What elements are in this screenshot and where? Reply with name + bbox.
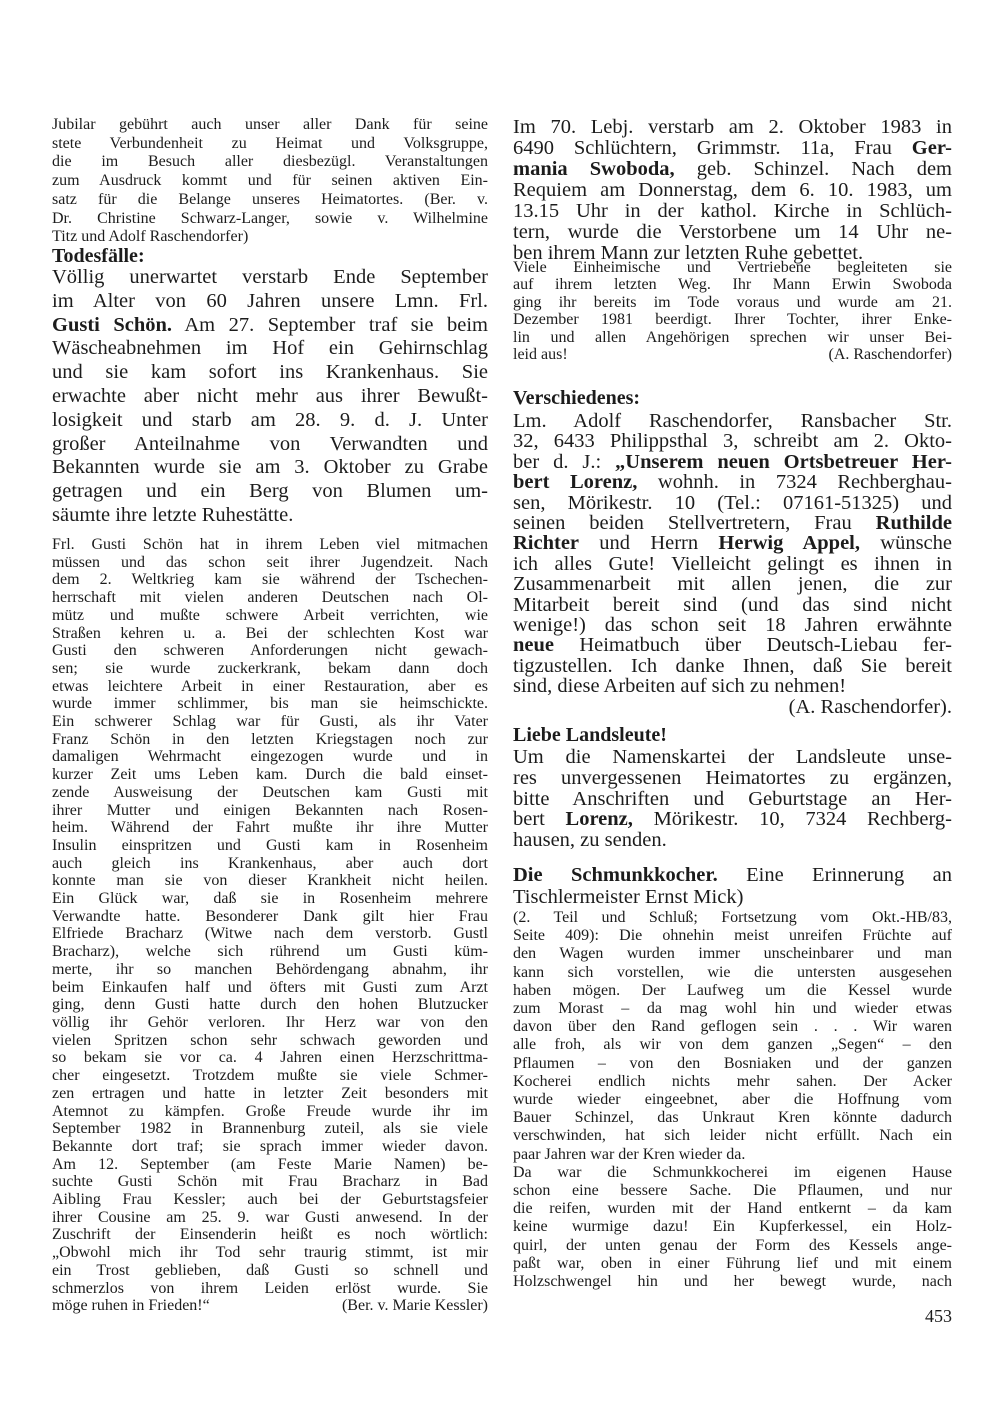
text-line: getragen und ein Berg von Blumen um- <box>52 480 488 503</box>
text-line: säumte ihre letzte Ruhestätte. <box>52 503 294 526</box>
text-line: bitte Anschriften und Geburtstage an Her- <box>513 787 952 810</box>
text-line <box>52 1297 488 1315</box>
paragraph <box>52 266 488 528</box>
text-line: Jubilar gebührt auch unser aller Dank für seine <box>52 116 488 133</box>
paragraph <box>513 909 952 1164</box>
text-line: Bauer Schinzel, das Unkraut Kren könnte dadurch <box>513 1109 952 1127</box>
text-line: lin und allen Angehörigen sprechen wir unser Bei- <box>513 328 952 346</box>
bold-name: Herwig Appel, <box>718 532 860 555</box>
text-line: res unvergessenen Heimatortes zu ergänzen, <box>513 766 952 789</box>
text-line: Dezember 1981 beerdigt. Ihrer Tochter, ihrer Enke- <box>513 311 952 329</box>
text-line: schon eine bessere Sache. Die Pflaumen, und nur <box>513 1182 952 1200</box>
text-line: haben mögen. Der Laufweg um die Kessel wurde <box>513 981 952 999</box>
intro-paragraph <box>52 116 488 247</box>
bold-name: Die Schmunkkocher. <box>513 864 718 886</box>
text-line: auch gleich ins Krankenhaus, aber auch dort <box>52 854 488 872</box>
text-line: Liebe Landsleute! <box>513 724 667 746</box>
text-line: keine wurmige dazu! Ein Kupferkessel, ein Holz- <box>513 1218 952 1236</box>
text-line: die im Besuch aller diesbezügl. Veranstaltungen <box>52 153 488 171</box>
text-line: quirl, der unten genau der Form des Kessels ange- <box>513 1236 952 1254</box>
text-line: Viele Einheimische und Vertriebene begleiteten sie <box>513 259 952 276</box>
text-line: 32, 6433 Philippsthal 3, schreibt am 2. Okto- <box>513 430 952 453</box>
text-line: großer Anteilnahme von Verwandten und <box>52 432 488 455</box>
text-line: hausen, zu senden. <box>513 829 667 852</box>
text-line <box>513 864 952 886</box>
signature: (A. Raschendorfer) <box>828 346 952 364</box>
text-line: merte, ihr so manchen Behördengang abnahm, ihr <box>52 960 488 978</box>
text-line: vielen Spritzen schon sehr schwach geworden und <box>52 1031 488 1049</box>
text-line: wurde immer schlimmer, bis man sie heimschickte. <box>52 695 488 713</box>
text-segment: Am 27. September traf sie beim <box>172 313 489 336</box>
text-line: beim Einkaufen half und öfters mit Gusti zum Arzt <box>52 978 488 996</box>
text-line <box>513 533 952 553</box>
text-line: satz für die Belange unseres Heimatortes. (Ber. v. <box>52 190 488 208</box>
paragraph <box>513 259 952 363</box>
text-line <box>513 635 952 655</box>
text-line: im Alter von 60 Jahren unsere Lmn. Frl. <box>52 289 488 312</box>
text-line: damaligen Wehrmacht eingezogen wurde und in <box>52 748 488 766</box>
obituary-gusti-schoen <box>52 266 488 528</box>
text-line: schmerzlos von ihrem Leiden erlöst wurde. Sie <box>52 1279 488 1297</box>
text-line: die reifen, wurden mit der Hand entkernt – da kam <box>513 1200 952 1218</box>
text-line: so bekam sie vor ca. 4 Jahren einen Herzschrittma- <box>52 1049 488 1067</box>
text-line: konnte man sie von dieser Krankheit nicht heilen. <box>52 872 488 890</box>
page-number: 453 <box>925 1306 952 1326</box>
text-line <box>52 314 488 338</box>
bold-name: „Unserem neuen Ortsbetreuer Her- <box>615 450 952 473</box>
text-segment: Heimatbuch über Deutsch-Liebau fer- <box>554 634 952 657</box>
bold-name: mania Swoboda, <box>513 158 675 180</box>
bold-name: Richter <box>513 532 580 555</box>
paragraph <box>513 724 952 746</box>
text-line: Atemnot zu kämpfen. Große Freude wurde ihr im <box>52 1102 488 1120</box>
text-line <box>513 452 952 472</box>
text-line: kann sich vorstellen, wie die untersten ausgesehen <box>513 963 952 981</box>
paragraph <box>513 747 952 851</box>
text-line <box>513 138 952 159</box>
text-line: Tischlermeister Ernst Mick) <box>513 886 744 908</box>
text-line: Wäscheabnehmen im Hof ein Gehirnschlag <box>52 337 488 360</box>
text-line: Zuschrift der Einsenderin heißt es noch wörtlich: <box>52 1226 488 1244</box>
text-line: zum Morast – da mag wohl hin und wieder etwas <box>513 1000 952 1018</box>
text-line: verschwinden, hat sich leider nicht erfüllt. Nach ein <box>513 1127 952 1145</box>
text-line: Da war die Schmunkkocherei im eigenen Hause <box>513 1163 952 1181</box>
verschiedenes-letter <box>513 411 952 717</box>
text-line: wurde wieder eingeebnet, aber die Hoffnung vom <box>513 1091 952 1109</box>
text-line: paar Jahren war der Kren wieder da. <box>513 1145 746 1163</box>
paragraph <box>513 387 952 409</box>
heading-todesfaelle <box>52 245 488 267</box>
bold-name: Lorenz, <box>565 808 633 831</box>
text-line: auf ihrem letzten Weg. Ihr Mann Erwin Swoboda <box>513 276 952 294</box>
text-line: September 1982 in Brannenburg zuteil, als sie viele <box>52 1120 488 1138</box>
text-line: Verschiedenes: <box>513 387 641 409</box>
text-line: Franz Schön in den letzten Kriegstagen noch zur <box>52 730 488 748</box>
paragraph <box>52 116 488 247</box>
text-line <box>513 346 952 363</box>
heading-liebe-landsleute <box>513 724 952 746</box>
text-segment: Mörikestr. 10, 7324 Rechberg- <box>632 808 952 831</box>
text-line: Elfriede Bracharz (Witwe nach dem verstorb. Gustl <box>52 925 488 943</box>
text-line: erwachte aber nicht mehr aus ihrer Bewußt- <box>52 384 488 407</box>
text-line: müssen und das schon seit ihrer Jugendzeit. Nach <box>52 553 488 571</box>
text-line: Völlig unerwartet verstarb Ende September <box>52 266 488 288</box>
text-line: Frl. Gusti Schön hat in ihrem Leben viel mitmachen <box>52 536 488 553</box>
text-line: ihrer Cousine am 25. 9. war Gusti anwesend. In der <box>52 1208 488 1226</box>
text-line: zende Ausweisung der Deutschen kam Gusti mit <box>52 783 488 801</box>
text-line: Verwandte hatte. Besonderer Dank gilt hier Frau <box>52 907 488 925</box>
text-line: Titz und Adolf Raschendorfer) <box>52 228 249 246</box>
text-segment: seinen beiden Stellvertretern, Frau <box>513 512 876 535</box>
text-line: Mitarbeit bereit sind (und das sind nicht <box>513 593 952 616</box>
text-line: Kocherei endlich nichts mehr sahen. Der Acker <box>513 1072 952 1090</box>
text-segment: 6490 Schlüchtern, Grimmstr. 11a, Frau <box>513 137 912 159</box>
swoboda-condolence <box>513 259 952 363</box>
text-line: losigkeit und starb am 28. 9. d. J. Unter <box>52 408 488 431</box>
text-line: mütz und mußte schwere Arbeit verrichten, wie <box>52 606 488 624</box>
text-line: zum Ausdruck kommt und für seinen aktiven Ein- <box>52 172 488 190</box>
text-segment: bert <box>513 808 566 831</box>
text-line: Bracharz), welche sich rührend um Gusti küm- <box>52 943 488 961</box>
paragraph <box>513 411 952 697</box>
bold-name: Gusti Schön. <box>52 313 173 336</box>
text-line: Am 12. September (am Feste Marie Namen) be- <box>52 1155 488 1173</box>
text-line: tigzustellen. Ich danke Ihnen, daß Sie bereit <box>513 654 952 677</box>
text-segment: leid aus! <box>513 346 568 364</box>
text-line: sind, diese Arbeiten auf sich zu nehmen! <box>513 675 847 698</box>
text-line: cher eingesetzt. Trotzdem mußte sie viele Schmer- <box>52 1067 488 1085</box>
text-segment: wohnh. in 7324 Rechberghau- <box>637 471 952 494</box>
text-segment: und Herrn <box>579 532 719 555</box>
bold-name: Ruthilde <box>875 512 952 535</box>
landsleute-request <box>513 747 952 851</box>
text-line: Straßen kehren u. a. Bei der schlechten Kost war <box>52 624 488 642</box>
text-line <box>513 809 952 830</box>
text-line: Aibling Frau Kessler; auch bei der Geburtstagsfeier <box>52 1191 488 1209</box>
text-line: Holzschwengel hin und her bewegt wurde, nach <box>513 1273 952 1291</box>
text-line: Requiem am Donnerstag, dem 6. 10. 1983, um <box>513 179 952 201</box>
heading-verschiedenes <box>513 387 952 409</box>
text-line: Pflaumen – von den Bosniaken und der ganzen <box>513 1054 952 1072</box>
text-line: Ein Glück war, daß sie in Rosenheim mehrere <box>52 890 488 908</box>
text-line: und sie kam sofort ins Krankenhaus. Sie <box>52 361 488 384</box>
text-line: stete Verbundenheit zu Heimat und Volksgruppe, <box>52 134 488 152</box>
text-line: Zusammenarbeit mit allen jenen, die zur <box>513 573 952 596</box>
paragraph <box>513 117 952 264</box>
bold-name: bert Lorenz, <box>513 471 638 494</box>
text-line: ich alles Gute! Vielleicht gelingt es ihnen in <box>513 552 952 575</box>
text-segment: ber d. J.: <box>513 450 616 473</box>
text-line: dem 2. Weltkrieg kam sie während der Tschechen- <box>52 571 488 589</box>
signature: (Ber. v. Marie Kessler) <box>341 1297 488 1315</box>
text-line: 13.15 Uhr in der kathol. Kirche in Schlüch- <box>513 200 952 222</box>
text-line: etwas leichtere Arbeit in einer Restauration, aber es <box>52 677 488 695</box>
paragraph <box>52 245 488 267</box>
text-line: Ein schwerer Schlag war für Gusti, als ihr Vater <box>52 713 488 731</box>
text-line: ging ihr bereits im Tode voraus und wurde am 21. <box>513 293 952 311</box>
text-line: Gusti den schweren Anforderungen nicht gewach- <box>52 642 488 660</box>
text-line: Bekannte dort traf; sie sprach immer wieder davon. <box>52 1137 488 1155</box>
text-line: den Wagen wurden immer unscheinbarer und man <box>513 945 952 963</box>
text-line: alle froh, als wir von dem ganzen „Segen“ – den <box>513 1036 952 1054</box>
text-line: sen, Mörikestr. 10 (Tel.: 07161-51325) und <box>513 491 952 514</box>
bold-name: Ger- <box>911 137 952 159</box>
gusti-schoen-biography <box>52 536 488 1315</box>
text-line: (2. Teil und Schluß; Fortsetzung vom Okt.-HB/83, <box>513 909 952 926</box>
text-line: Um die Namenskartei der Landsleute unse- <box>513 746 952 768</box>
text-line: ihrer Mutter und einigen Bekannten nach Rosen- <box>52 801 488 819</box>
text-line: kurzer Zeit ums Leben kam. Durch die bald einset- <box>52 766 488 784</box>
text-line: paßt war, oben in einer Führung lief und mit einem <box>513 1254 952 1272</box>
text-line: herrschaft mit vielen anderen Deutschen nach Ol- <box>52 589 488 607</box>
text-line <box>513 159 952 180</box>
text-line: „Obwohl mich ihr Tod sehr traurig stimmt, ist mir <box>52 1244 488 1262</box>
text-segment: möge ruhen in Frieden!“ <box>52 1297 210 1315</box>
text-line: davon über den Rand geflogen sein . . . Wir waren <box>513 1018 952 1036</box>
text-line: Seite 409): Die ohnehin meist unreifen Früchte auf <box>513 927 952 945</box>
text-line: Insulin einspritzen und Gusti kam in Rosenheim <box>52 836 488 854</box>
text-line: suchte Gusti Schön mit Frau Bracharz in Bad <box>52 1173 488 1191</box>
text-line: wenige!) das schon seit 18 Jahren erwähnte <box>513 614 952 637</box>
text-line: sen; sie wurde zuckerkrank, bekam dann doch <box>52 659 488 677</box>
text-segment: wünsche <box>860 532 953 555</box>
text-segment: Eine Erinnerung an <box>717 864 952 886</box>
text-line <box>513 513 952 533</box>
text-line: Im 70. Lebj. verstarb am 2. Oktober 1983 in <box>513 116 952 138</box>
obituary-germania-swoboda <box>513 117 952 264</box>
text-line: heim. Während der Fahrt mußte ihr ihre Mutter <box>52 819 488 837</box>
text-line: Todesfälle: <box>52 245 145 267</box>
text-line: ging, denn Gusti hatte durch den hohen Blutzucker <box>52 996 488 1014</box>
text-line <box>513 472 952 492</box>
paragraph <box>513 864 952 908</box>
text-segment: geb. Schinzel. Nach dem <box>674 158 953 180</box>
text-line: Bekannten wurde sie am 3. Oktober zu Grabe <box>52 456 488 479</box>
bold-name: neue <box>513 634 554 657</box>
text-line: völlig ihr Gehör verloren. Ihr Herz war von den <box>52 1013 488 1031</box>
signature: (A. Raschendorfer). <box>788 695 952 718</box>
text-line: ein Trost geblieben, daß Gusti so schnell und <box>52 1261 488 1279</box>
schmunkkocher-title <box>513 864 952 908</box>
text-line: Dr. Christine Schwarz-Langer, sowie v. Wilhelmine <box>52 209 488 227</box>
text-line: tern, wurde die Verstorbene um 14 Uhr ne- <box>513 221 952 243</box>
schmunkkocher-text <box>513 909 952 1291</box>
paragraph <box>513 1164 952 1291</box>
paragraph <box>52 536 488 1315</box>
text-line: zen ertragen und hatte in letzter Zeit besonders mit <box>52 1084 488 1102</box>
text-line: ben ihrem Mann zur letzten Ruhe gebettet. <box>513 242 864 264</box>
text-line: Lm. Adolf Raschendorfer, Ransbacher Str. <box>513 410 952 432</box>
